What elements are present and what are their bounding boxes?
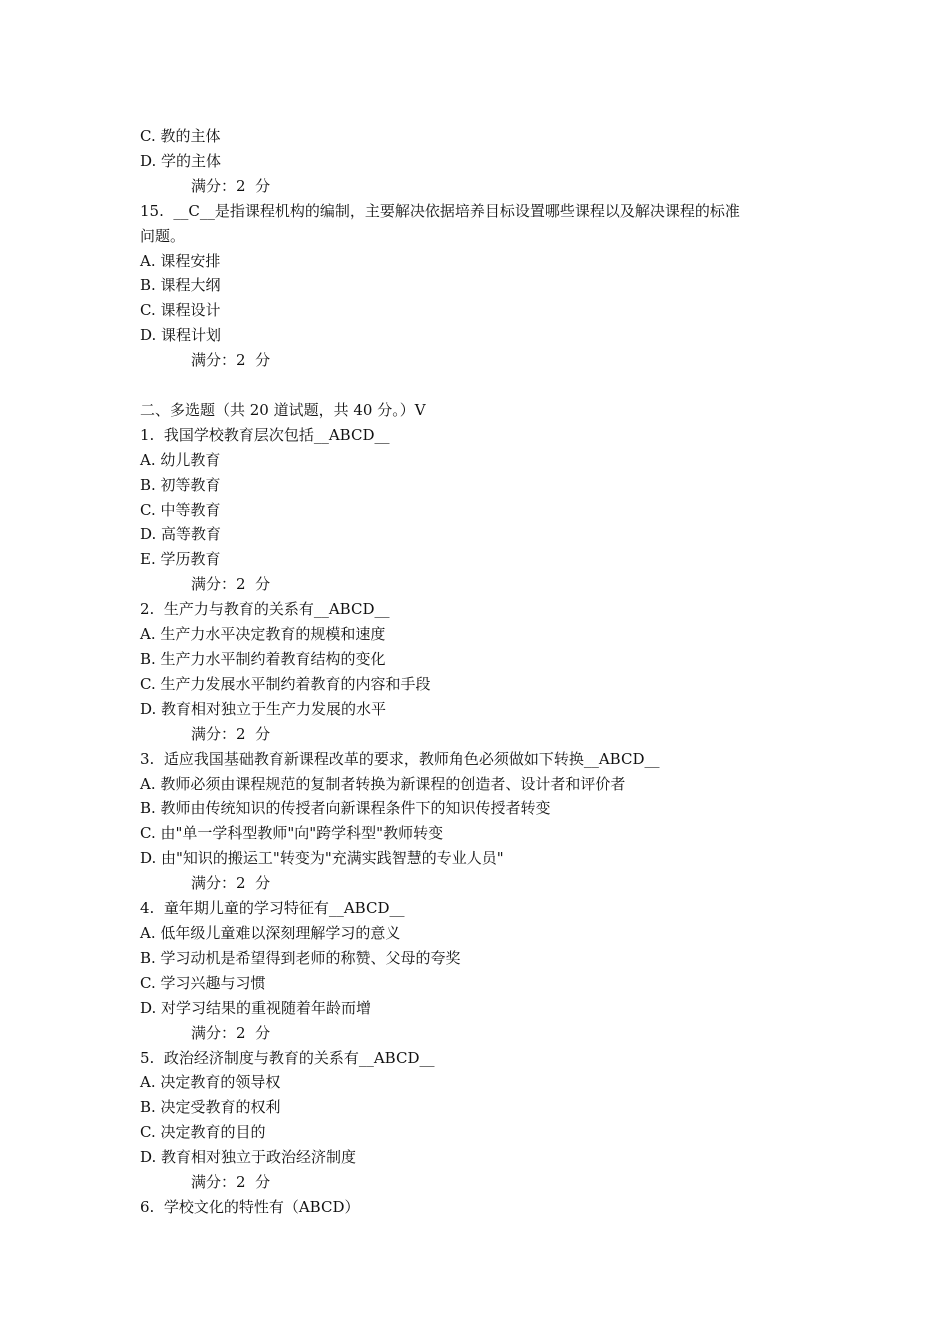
answer-option: C. 决定教育的目的 xyxy=(140,1123,266,1142)
answer-option: E. 学历教育 xyxy=(140,550,221,569)
question-text: 15. __C__是指课程机构的编制，主要解决依据培养目标设置哪些课程以及解决课程的标准 xyxy=(140,201,740,220)
score-line: 满分：2 分 xyxy=(191,1023,271,1042)
answer-option: C. 由"单一学科型教师"向"跨学科型"教师转变 xyxy=(140,824,444,843)
score-line: 满分：2 分 xyxy=(191,1173,271,1192)
question-text: 4. 童年期儿童的学习特征有__ABCD__ xyxy=(140,899,405,918)
answer-option: D. 教育相对独立于生产力发展的水平 xyxy=(140,699,387,718)
answer-option: A. 低年级儿童难以深刻理解学习的意义 xyxy=(140,923,401,942)
answer-option: A. 幼儿教育 xyxy=(140,450,221,469)
question-text: 问题。 xyxy=(140,226,186,245)
answer-option: A. 决定教育的领导权 xyxy=(140,1073,281,1092)
question-text: 6. 学校文化的特性有（ABCD） xyxy=(140,1197,360,1216)
question-text: 1. 我国学校教育层次包括__ABCD__ xyxy=(140,425,390,444)
answer-option: C. 生产力发展水平制约着教育的内容和手段 xyxy=(140,674,431,693)
answer-option: B. 初等教育 xyxy=(140,475,221,494)
answer-option: D. 高等教育 xyxy=(140,525,222,544)
answer-option: A. 生产力水平决定教育的规模和速度 xyxy=(140,625,386,644)
answer-option: D. 由"知识的搬运工"转变为"充满实践智慧的专业人员" xyxy=(140,849,504,868)
answer-option: C. 中等教育 xyxy=(140,500,221,519)
question-text: 3. 适应我国基础教育新课程改革的要求，教师角色必须做如下转换__ABCD__ xyxy=(140,749,660,768)
score-line: 满分：2 分 xyxy=(191,575,271,594)
answer-option: C. 学习兴趣与习惯 xyxy=(140,973,266,992)
answer-option: A. 教师必须由课程规范的复制者转换为新课程的创造者、设计者和评价者 xyxy=(140,774,626,793)
answer-option: B. 学习动机是希望得到老师的称赞、父母的夸奖 xyxy=(140,948,461,967)
answer-option: A. 课程安排 xyxy=(140,251,221,270)
score-line: 满分：2 分 xyxy=(191,176,271,195)
question-text: 5. 政治经济制度与教育的关系有__ABCD__ xyxy=(140,1048,435,1067)
score-line: 满分：2 分 xyxy=(191,724,271,743)
section-heading: 二、多选题（共 20 道试题，共 40 分。）V xyxy=(140,400,426,419)
answer-option: D. 课程计划 xyxy=(140,326,222,345)
score-line: 满分：2 分 xyxy=(191,351,271,370)
answer-option: C. 教的主体 xyxy=(140,127,221,145)
answer-option: B. 课程大纲 xyxy=(140,276,221,295)
blank-line xyxy=(140,373,830,398)
answer-option: D. 学的主体 xyxy=(140,151,222,170)
answer-option: B. 生产力水平制约着教育结构的变化 xyxy=(140,650,386,669)
answer-option: D. 教育相对独立于政治经济制度 xyxy=(140,1148,357,1167)
answer-option: D. 对学习结果的重视随着年龄而增 xyxy=(140,998,372,1017)
score-line: 满分：2 分 xyxy=(191,874,271,893)
answer-option: B. 教师由传统知识的传授者向新课程条件下的知识传授者转变 xyxy=(140,799,551,818)
question-text: 2. 生产力与教育的关系有__ABCD__ xyxy=(140,600,390,619)
answer-option: B. 决定受教育的权利 xyxy=(140,1098,281,1117)
answer-option: C. 课程设计 xyxy=(140,301,221,320)
